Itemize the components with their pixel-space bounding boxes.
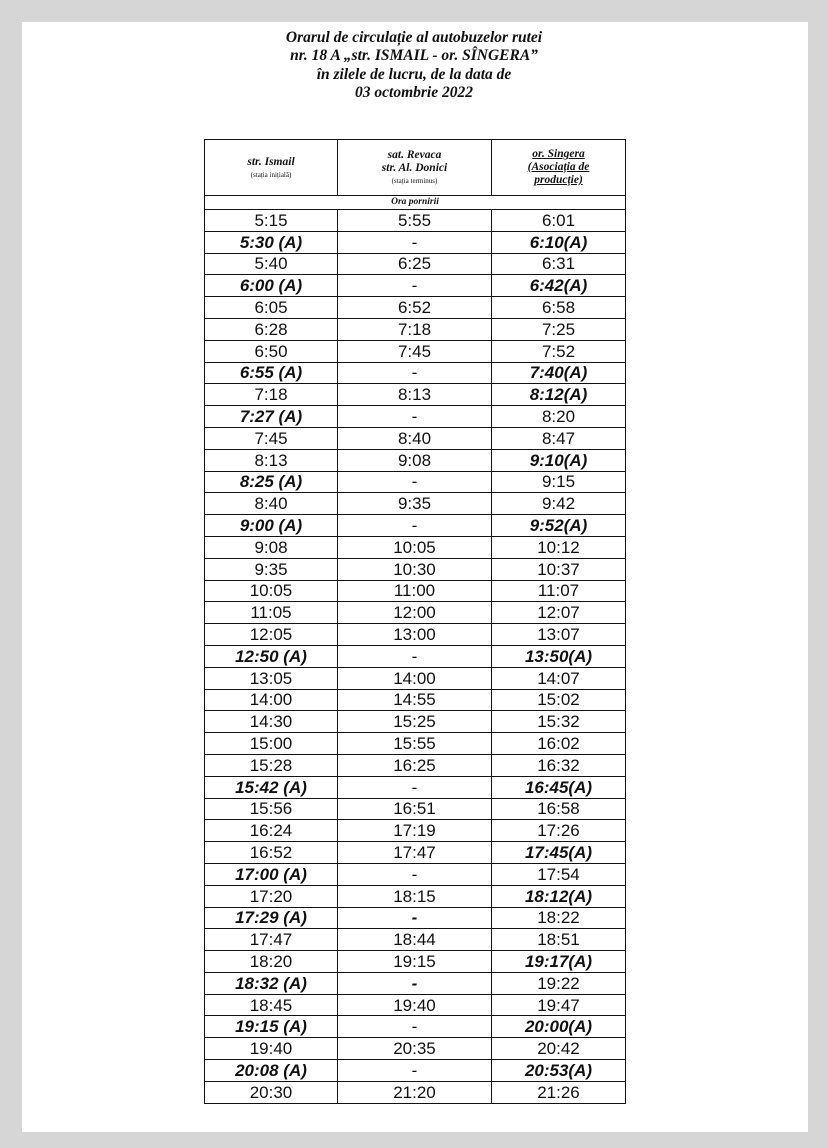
- ismail-departure-cell: 8:25 (A): [205, 471, 338, 493]
- table-row: [205, 711, 626, 733]
- revaca-departure-cell: 16:25: [338, 754, 492, 776]
- schedule-title: [0, 29, 828, 102]
- revaca-departure-cell: 6:52: [338, 297, 492, 319]
- table-row: [205, 580, 626, 602]
- singera-departure-cell: 10:12: [492, 536, 626, 558]
- table-row: [205, 471, 626, 493]
- table-row: [205, 427, 626, 449]
- ismail-departure-cell: 15:28: [205, 754, 338, 776]
- singera-departure-cell: 19:47: [492, 994, 626, 1016]
- ismail-departure-cell: 16:24: [205, 820, 338, 842]
- singera-departure-cell: 16:58: [492, 798, 626, 820]
- table-row: [205, 297, 626, 319]
- singera-departure-cell: 15:02: [492, 689, 626, 711]
- ismail-departure-cell: 9:00 (A): [205, 515, 338, 537]
- table-row: [205, 515, 626, 537]
- ismail-departure-cell: 7:45: [205, 427, 338, 449]
- column-header-name: sat. Revaca: [387, 149, 442, 161]
- column-header-name: str. Al. Donici: [381, 162, 448, 174]
- singera-departure-cell: 6:58: [492, 297, 626, 319]
- singera-departure-cell: 9:52(A): [492, 515, 626, 537]
- revaca-departure-cell: 10:30: [338, 558, 492, 580]
- ismail-departure-cell: 19:15 (A): [205, 1016, 338, 1038]
- table-row: [205, 863, 626, 885]
- singera-departure-cell: 15:32: [492, 711, 626, 733]
- revaca-departure-cell: 13:00: [338, 624, 492, 646]
- revaca-departure-cell: 14:55: [338, 689, 492, 711]
- singera-departure-cell: 7:25: [492, 318, 626, 340]
- table-row: [205, 362, 626, 384]
- singera-departure-cell: 9:10(A): [492, 449, 626, 471]
- departure-time-label: Ora pornirii: [205, 196, 626, 210]
- ismail-departure-cell: 5:40: [205, 253, 338, 275]
- singera-departure-cell: 18:12(A): [492, 885, 626, 907]
- table-row: [205, 1060, 626, 1082]
- ismail-departure-cell: 19:40: [205, 1038, 338, 1060]
- revaca-departure-cell: 6:25: [338, 253, 492, 275]
- column-header-name: producție): [534, 174, 583, 186]
- revaca-departure-cell: -: [338, 231, 492, 253]
- revaca-departure-cell: 10:05: [338, 536, 492, 558]
- table-row: [205, 253, 626, 275]
- table-row: [205, 1016, 626, 1038]
- table-row: [205, 951, 626, 973]
- ismail-departure-cell: 9:35: [205, 558, 338, 580]
- table-row: [205, 536, 626, 558]
- revaca-departure-cell: 8:40: [338, 427, 492, 449]
- revaca-departure-cell: 15:55: [338, 733, 492, 755]
- table-row: [205, 820, 626, 842]
- revaca-departure-cell: -: [338, 275, 492, 297]
- singera-departure-cell: 9:42: [492, 493, 626, 515]
- revaca-departure-cell: -: [338, 406, 492, 428]
- singera-departure-cell: 20:42: [492, 1038, 626, 1060]
- table-row: [205, 733, 626, 755]
- ismail-departure-cell: 16:52: [205, 842, 338, 864]
- revaca-departure-cell: -: [338, 776, 492, 798]
- ismail-departure-cell: 6:28: [205, 318, 338, 340]
- ismail-departure-cell: 17:20: [205, 885, 338, 907]
- singera-departure-cell: 18:51: [492, 929, 626, 951]
- revaca-departure-cell: 21:20: [338, 1081, 492, 1103]
- table-row: [205, 493, 626, 515]
- singera-departure-cell: 13:50(A): [492, 645, 626, 667]
- title-line: Orarul de circulație al autobuzelor rutei: [285, 29, 543, 46]
- title-line: nr. 18 A „str. ISMAIL - or. SÎNGERA”: [290, 47, 538, 65]
- table-row: [205, 340, 626, 362]
- table-row: [205, 210, 626, 232]
- singera-departure-cell: 7:40(A): [492, 362, 626, 384]
- column-header-name: str. Ismail: [247, 155, 295, 168]
- ismail-departure-cell: 15:42 (A): [205, 776, 338, 798]
- singera-departure-cell: 12:07: [492, 602, 626, 624]
- table-row: [205, 231, 626, 253]
- column-header-note: (stația inițială): [250, 170, 292, 179]
- singera-departure-cell: 16:02: [492, 733, 626, 755]
- singera-departure-cell: 18:22: [492, 907, 626, 929]
- table-row: [205, 776, 626, 798]
- ismail-departure-cell: 5:15: [205, 210, 338, 232]
- ismail-departure-cell: 7:18: [205, 384, 338, 406]
- ismail-departure-cell: 17:47: [205, 929, 338, 951]
- revaca-departure-cell: -: [338, 515, 492, 537]
- singera-departure-cell: 8:47: [492, 427, 626, 449]
- ismail-departure-cell: 15:00: [205, 733, 338, 755]
- singera-departure-cell: 14:07: [492, 667, 626, 689]
- singera-departure-cell: 21:26: [492, 1081, 626, 1103]
- table-row: [205, 754, 626, 776]
- table-row: [205, 1081, 626, 1103]
- singera-departure-cell: 9:15: [492, 471, 626, 493]
- revaca-departure-cell: -: [338, 471, 492, 493]
- revaca-departure-cell: 12:00: [338, 602, 492, 624]
- revaca-departure-cell: 14:00: [338, 667, 492, 689]
- ismail-departure-cell: 12:50 (A): [205, 645, 338, 667]
- ismail-departure-cell: 13:05: [205, 667, 338, 689]
- ismail-departure-cell: 14:30: [205, 711, 338, 733]
- ismail-departure-cell: 18:32 (A): [205, 972, 338, 994]
- revaca-departure-cell: -: [338, 645, 492, 667]
- ismail-departure-cell: 5:30 (A): [205, 231, 338, 253]
- revaca-departure-cell: 7:18: [338, 318, 492, 340]
- column-header-name: (Asociația de: [527, 161, 590, 173]
- table-row: [205, 558, 626, 580]
- singera-departure-cell: 10:37: [492, 558, 626, 580]
- ismail-departure-cell: 6:55 (A): [205, 362, 338, 384]
- ismail-departure-cell: 6:50: [205, 340, 338, 362]
- ismail-departure-cell: 7:27 (A): [205, 406, 338, 428]
- column-header-name: or. Singera: [532, 148, 585, 160]
- table-row: [205, 798, 626, 820]
- ismail-departure-cell: 18:20: [205, 951, 338, 973]
- ismail-departure-cell: 17:00 (A): [205, 863, 338, 885]
- singera-departure-cell: 20:00(A): [492, 1016, 626, 1038]
- table-row: [205, 384, 626, 406]
- singera-departure-cell: 8:20: [492, 406, 626, 428]
- revaca-departure-cell: 11:00: [338, 580, 492, 602]
- revaca-departure-cell: 8:13: [338, 384, 492, 406]
- revaca-departure-cell: 20:35: [338, 1038, 492, 1060]
- table-row: [205, 842, 626, 864]
- revaca-departure-cell: -: [338, 1016, 492, 1038]
- table-row: [205, 645, 626, 667]
- revaca-departure-cell: 18:15: [338, 885, 492, 907]
- singera-departure-cell: 16:45(A): [492, 776, 626, 798]
- singera-departure-cell: 7:52: [492, 340, 626, 362]
- column-header-note: (stația terminus): [391, 177, 438, 185]
- revaca-departure-cell: 9:08: [338, 449, 492, 471]
- table-header-row: [205, 140, 626, 196]
- ismail-departure-cell: 6:00 (A): [205, 275, 338, 297]
- title-line: 03 octombrie 2022: [355, 83, 473, 101]
- ismail-departure-cell: 8:13: [205, 449, 338, 471]
- singera-departure-cell: 6:01: [492, 210, 626, 232]
- subheader-row: [205, 196, 626, 210]
- table-row: [205, 406, 626, 428]
- singera-departure-cell: 6:31: [492, 253, 626, 275]
- table-row: [205, 972, 626, 994]
- table-row: [205, 318, 626, 340]
- ismail-departure-cell: 11:05: [205, 602, 338, 624]
- table-row: [205, 667, 626, 689]
- revaca-departure-cell: 7:45: [338, 340, 492, 362]
- singera-departure-cell: 19:17(A): [492, 951, 626, 973]
- revaca-departure-cell: 19:40: [338, 994, 492, 1016]
- ismail-departure-cell: 12:05: [205, 624, 338, 646]
- revaca-departure-cell: 18:44: [338, 929, 492, 951]
- revaca-departure-cell: 9:35: [338, 493, 492, 515]
- singera-departure-cell: 19:22: [492, 972, 626, 994]
- ismail-departure-cell: 20:30: [205, 1081, 338, 1103]
- revaca-departure-cell: 15:25: [338, 711, 492, 733]
- schedule-table: [204, 139, 626, 1104]
- ismail-departure-cell: 9:08: [205, 536, 338, 558]
- revaca-departure-cell: 17:47: [338, 842, 492, 864]
- table-row: [205, 275, 626, 297]
- ismail-departure-cell: 20:08 (A): [205, 1060, 338, 1082]
- revaca-departure-cell: -: [338, 907, 492, 929]
- revaca-departure-cell: 16:51: [338, 798, 492, 820]
- column-header-ismail: [205, 140, 338, 196]
- singera-departure-cell: 6:42(A): [492, 275, 626, 297]
- ismail-departure-cell: 15:56: [205, 798, 338, 820]
- table-row: [205, 885, 626, 907]
- revaca-departure-cell: -: [338, 1060, 492, 1082]
- ismail-departure-cell: 18:45: [205, 994, 338, 1016]
- ismail-departure-cell: 17:29 (A): [205, 907, 338, 929]
- column-header-revaca: [338, 140, 492, 196]
- singera-departure-cell: 17:45(A): [492, 842, 626, 864]
- singera-departure-cell: 17:26: [492, 820, 626, 842]
- revaca-departure-cell: 17:19: [338, 820, 492, 842]
- column-header-singera: [492, 140, 626, 196]
- table-row: [205, 602, 626, 624]
- singera-departure-cell: 6:10(A): [492, 231, 626, 253]
- singera-departure-cell: 11:07: [492, 580, 626, 602]
- singera-departure-cell: 8:12(A): [492, 384, 626, 406]
- title-line: în zilele de lucru, de la data de: [316, 65, 512, 83]
- revaca-departure-cell: 19:15: [338, 951, 492, 973]
- table-row: [205, 994, 626, 1016]
- singera-departure-cell: 20:53(A): [492, 1060, 626, 1082]
- table-row: [205, 689, 626, 711]
- revaca-departure-cell: 5:55: [338, 210, 492, 232]
- singera-departure-cell: 16:32: [492, 754, 626, 776]
- ismail-departure-cell: 14:00: [205, 689, 338, 711]
- revaca-departure-cell: -: [338, 362, 492, 384]
- ismail-departure-cell: 8:40: [205, 493, 338, 515]
- revaca-departure-cell: -: [338, 972, 492, 994]
- ismail-departure-cell: 6:05: [205, 297, 338, 319]
- revaca-departure-cell: -: [338, 863, 492, 885]
- table-row: [205, 907, 626, 929]
- singera-departure-cell: 13:07: [492, 624, 626, 646]
- table-row: [205, 1038, 626, 1060]
- ismail-departure-cell: 10:05: [205, 580, 338, 602]
- singera-departure-cell: 17:54: [492, 863, 626, 885]
- schedule-rows: [205, 210, 626, 1104]
- table-row: [205, 624, 626, 646]
- table-row: [205, 929, 626, 951]
- table-row: [205, 449, 626, 471]
